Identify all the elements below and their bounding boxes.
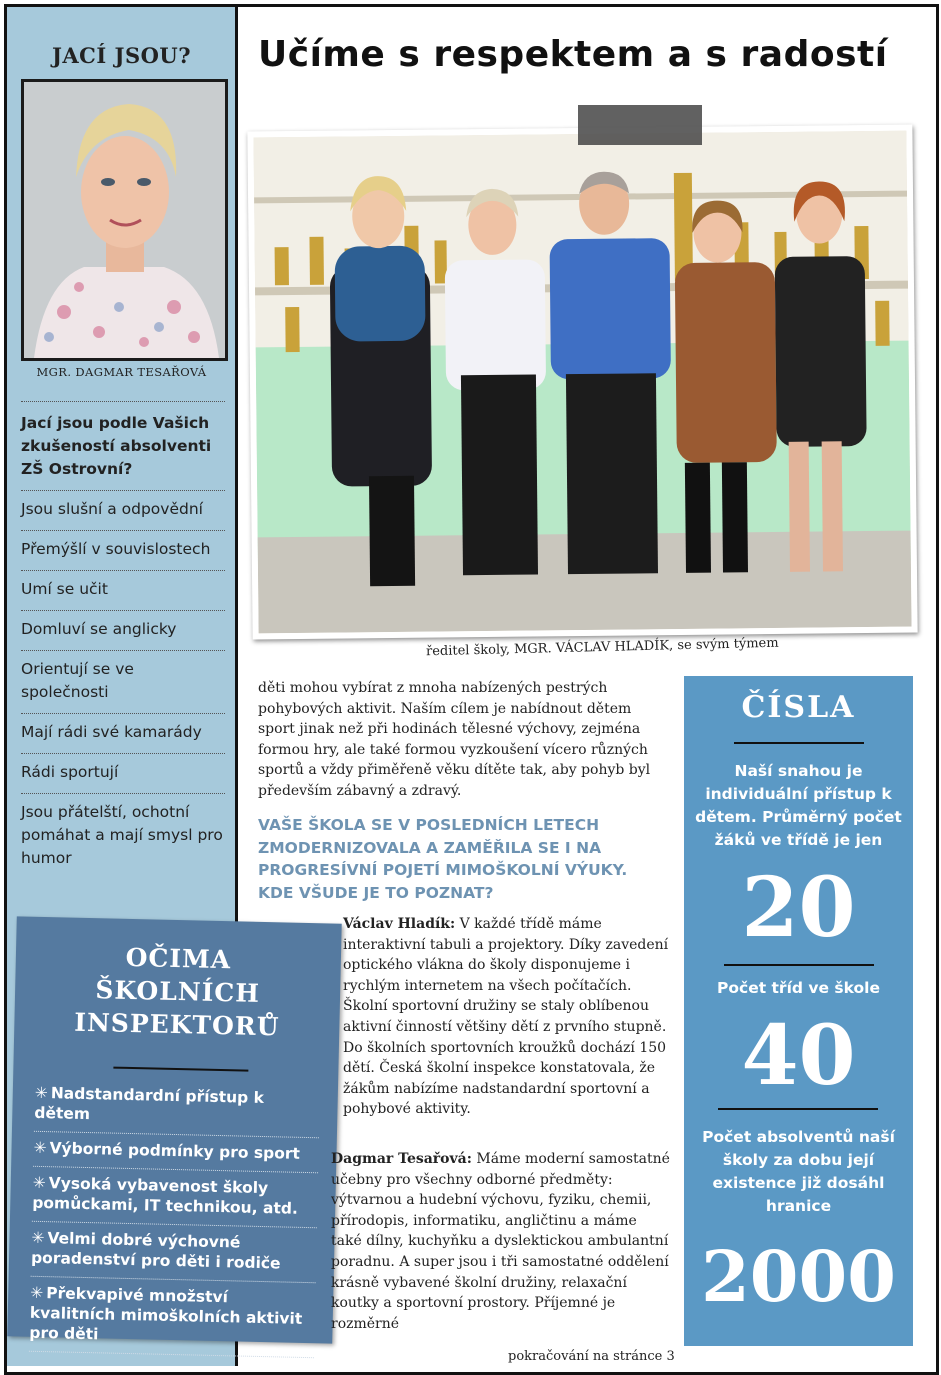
team-photo	[247, 125, 917, 640]
sidebar-title: JACÍ JSOU?	[51, 43, 192, 68]
speaker-name: Václav Hladík:	[343, 916, 456, 932]
photo-caption: ředitel školy, MGR. VÁCLAV HLADÍK, se svým týmem	[425, 635, 779, 660]
list-item: ✳ Velmi dobré výchovné poradenství pro děti i rodiče	[31, 1222, 317, 1283]
portrait-photo	[21, 79, 228, 361]
inspectors-card	[7, 916, 341, 1343]
answer-hladik: Václav Hladík: V každé třídě máme interaktivní tabuli a projektory. Díky zavedení optického vlákna do školy disponujeme i rychlým internetem na všech počítačích. Školní sportovní družiny se staly oblíbenou aktivní činností většiny dětí z prvního stupně. Do školních sportovních kroužků dochází 150 dětí. Česká školní inspekce konstatovala, že žákům nabízíme nadstandardní sportovní a pohybové aktivity.	[343, 916, 669, 1118]
list-item: ✳ Vysoká vybavenost školy pomůckami, IT technikou, atd.	[32, 1167, 318, 1228]
numbers-rule	[724, 964, 874, 966]
page-title: Učíme s respektem a s radostí	[258, 34, 888, 75]
list-item: Jsou přátelští, ochotní pomáhat a mají smysl pro humor	[21, 793, 225, 879]
inspectors-rule	[113, 1067, 248, 1072]
asterisk-icon: ✳	[30, 1283, 44, 1303]
list-item: Rádi sportují	[21, 753, 225, 793]
photo-tape	[578, 105, 702, 145]
list-item: Přemýšlí v souvislostech	[21, 530, 225, 570]
list-item: Domluví se anglicky	[21, 610, 225, 650]
asterisk-icon: ✳	[32, 1173, 46, 1193]
number-value: 20	[741, 860, 856, 956]
list-item: Mají rádi své kamarády	[21, 713, 225, 753]
graduates-question: Jací jsou podle Vašich zkušeností absolventi ZŠ Ostrovní?	[21, 401, 225, 490]
continued-note: pokračování na stránce 3	[508, 1349, 675, 1364]
numbers-intro: Naší snahou je individuální přístup k dětem. Průměrný počet žáků ve třídě je jen	[695, 762, 902, 849]
inspectors-list	[29, 1077, 320, 1358]
list-item: Jsou slušní a odpovědní	[21, 490, 225, 530]
numbers-rule	[734, 742, 864, 744]
numbers-box	[684, 676, 913, 1346]
numbers-title: ČÍSLA	[741, 690, 856, 725]
portrait-caption: MGR. DAGMAR TESAŘOVÁ	[36, 365, 207, 379]
number-label: Počet tříd ve škole	[717, 979, 880, 997]
speaker-name: Dagmar Tesařová:	[331, 1151, 472, 1167]
number-value: 40	[741, 1008, 856, 1104]
interview-question: VAŠE ŠKOLA SE V POSLEDNÍCH LETECH ZMODERNIZOVALA A ZAMĚŘILA SE I NA PROGRESÍVNÍ POJETÍ MIMOŠKOLNÍ VÝUKY. KDE VŠUDE JE TO POZNAT?	[258, 816, 628, 902]
list-item: ✳ Překvapivé množství kvalitních mimoškolních aktivit pro děti	[29, 1277, 316, 1358]
answer-tesarova: Dagmar Tesařová: Máme moderní samostatné učebny pro všechny odborné předměty: výtvarnou a hudební výchovu, fyziku, chemii, přírodopis, informatiku, angličtinu a máme také dílny, kuchyňku a dyslektickou ambulantní poradnu. A super jsou i tři samostatné oddělení krásně vybavené školní družiny, relaxační koutky a sportovní prostory. Příjemné je rozměrné	[331, 1151, 670, 1332]
number-value: 2000	[701, 1235, 896, 1318]
list-item: ✳ Výborné podmínky pro sport	[33, 1132, 319, 1173]
number-label: Počet absolventů naší školy za dobu její existence již dosáhl hranice	[702, 1128, 895, 1215]
list-item: ✳ Nadstandardní přístup k dětem	[34, 1077, 320, 1138]
list-item: Orientují se ve společnosti	[21, 650, 225, 713]
graduates-list	[21, 401, 225, 879]
numbers-rule	[718, 1108, 878, 1110]
list-item: Umí se učit	[21, 570, 225, 610]
asterisk-icon: ✳	[31, 1228, 45, 1248]
asterisk-icon: ✳	[34, 1083, 49, 1103]
inspectors-title: OČIMA ŠKOLNÍCH INSPEKTORŮ	[74, 942, 280, 1042]
asterisk-icon: ✳	[33, 1138, 47, 1158]
article-paragraph: děti mohou vybírat z mnoha nabízených pestrých pohybových aktivit. Naším cílem je nabídnout dětem sport jinak než při hodinách tělesné výchovy, zejména formou hry, ale také formou vyzkoušení vícero různých sportů a vždy přiměřeně věku dítěte tak, aby pohyb byl především zábavný a zdravý.	[258, 680, 651, 799]
